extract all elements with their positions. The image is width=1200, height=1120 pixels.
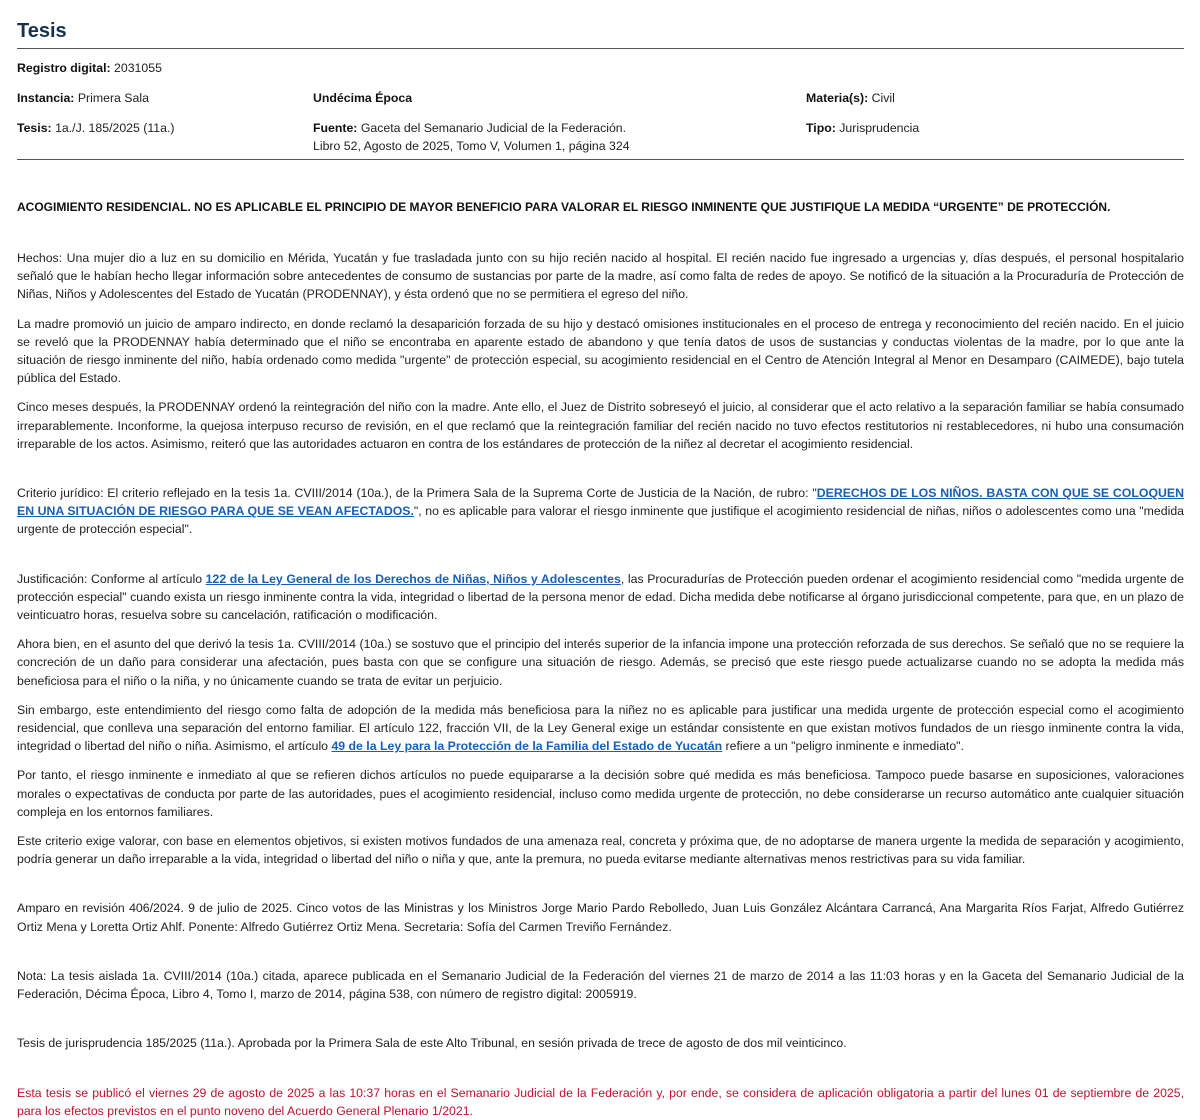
justificacion-paragraph-1 <box>17 570 1184 625</box>
tesis-rubro: ACOGIMIENTO RESIDENCIAL. NO ES APLICABLE EL PRINCIPIO DE MAYOR BENEFICIO PARA VALORAR EL RIESGO INMINENTE QUE JUSTIFIQUE LA MEDIDA “URGENTE” DE PROTECCIÓN. <box>17 200 1111 214</box>
epoca-field <box>313 89 806 107</box>
justificacion-p3-after: refiere a un "peligro inminente e inmediato". <box>722 739 964 754</box>
instancia-value: Primera Sala <box>77 91 149 105</box>
nota-paragraph: Nota: La tesis aislada 1a. CVIII/2014 (10a.) citada, aparece publicada en el Semanario Judicial de la Federación del viernes 21 de marzo de 2014 a las 11:03 horas y en la Gaceta del Semanario Judicial de la Federación, Décima Época, Libro 4, Tomo I, marzo de 2014, página 538, con número de registro digital: 2005919. <box>17 968 1184 1002</box>
criterio-text-after: ", no es aplicable para valorar el riesgo inminente que justifique el acogimiento residencial de niñas, niños o adolescentes como una "medida urgente de protección especial". <box>17 504 1185 537</box>
justificacion-paragraph-2: Ahora bien, en el asunto del que derivó la tesis 1a. CVIII/2014 (10a.) se sostuvo que el principio del interés superior de la infancia impone una protección reforzada de sus derechos. Se señaló que no se requiere la concreción de un daño para considerar una afectación, pues basta con que se configure una situación de riesgo. Además, se precisó que este riesgo puede actualizarse cuando no se adopta la medida más beneficiosa para el niño o la niña, y no únicamente cuando se trata de evitar un perjuicio. <box>17 637 1184 688</box>
materia-value: Civil <box>871 91 895 105</box>
registro-value: 2031055 <box>114 61 162 75</box>
justificacion-paragraph-4: Por tanto, el riesgo inminente e inmediato al que se refieren dichos artículos no puede equipararse a la decisión sobre qué medida es más beneficiosa. Tampoco puede basarse en suposiciones, valoraciones morales o expectativas de conducta por parte de las autoridades, pues el acogimiento residencial, incluso como medida urgente de protección, no debe considerarse un recurso automático ante cualquier situación compleja en los entornos familiares. <box>17 768 1184 819</box>
tipo-value: Jurisprudencia <box>839 121 920 135</box>
epoca-value: Undécima Época <box>313 91 413 105</box>
justificacion-paragraph-3 <box>17 701 1184 756</box>
registro-label: Registro digital: <box>17 61 111 75</box>
justificacion-text-after: , las Procuradurías de Protección pueden ordenar el acogimiento residencial como "medida urgente de protección especial" cuando exista un riesgo inminente contra la vida, integridad o libertad de la persona menor de edad. Dicha medida debe notificarse al órgano jurisdiccional competente, para que, en un plazo de veinticuatro horas, resuelva sobre su cancelación, ratificación o modificación. <box>17 571 1184 623</box>
instancia-field <box>17 89 313 107</box>
meta-divider <box>17 159 1184 160</box>
materia-label: Materia(s): <box>806 91 869 105</box>
tesis-value: 1a./J. 185/2025 (11a.) <box>55 121 175 135</box>
registro-digital <box>17 59 1184 77</box>
fuente-value-line2: Libro 52, Agosto de 2025, Tomo V, Volumen 1, página 324 <box>313 139 630 153</box>
precedente-paragraph: Amparo en revisión 406/2024. 9 de julio de 2025. Cinco votos de las Ministras y los Ministros Jorge Mario Pardo Rebolledo, Juan Luis González Alcántara Carrancá, Ana Margarita Ríos Farjat, Alfredo Gutiérrez Ortiz Mena y Loretta Ortiz Ahlf. Ponente: Alfredo Gutiérrez Ortiz Mena. Secretaria: Sofía del Carmen Treviño Fernández. <box>17 901 1184 934</box>
publicacion-notice: Esta tesis se publicó el viernes 29 de agosto de 2025 a las 10:37 horas en el Semanario Judicial de la Federación y, por ende, se considera de aplicación obligatoria a partir del lunes 01 de septiembre de 2025, para los efectos previstos en el punto noveno del Acuerdo General Plenario 1/2021. <box>17 1085 1184 1118</box>
tipo-field <box>806 119 1184 155</box>
aprobacion-paragraph: Tesis de jurisprudencia 185/2025 (11a.). Aprobada por la Primera Sala de este Alto Tribunal, en sesión privada de trece de agosto de dos mil veinticinco. <box>17 1036 847 1051</box>
ley-yucatan-article-link[interactable]: 49 de la Ley para la Protección de la Familia del Estado de Yucatán <box>331 739 723 754</box>
criterio-juridico <box>17 484 1184 539</box>
criterio-rubro-link[interactable]: DERECHOS DE LOS NIÑOS. BASTA CON QUE SE COLOQUEN EN UNA SITUACIÓN DE RIESGO PARA QUE SE VEAN AFECTADOS. <box>17 486 1184 519</box>
meta-grid <box>17 89 1184 155</box>
fuente-value-line1: Gaceta del Semanario Judicial de la Federación. <box>360 121 627 135</box>
ley-general-article-link[interactable]: 122 de la Ley General de los Derechos de Niñas, Niños y Adolescentes <box>205 571 621 586</box>
header-divider <box>17 48 1184 49</box>
justificacion-paragraph-5: Este criterio exige valorar, con base en elementos objetivos, si existen motivos fundados de una amenaza real, concreta y próxima que, de no adoptarse de manera urgente la medida de separación y acogimiento, podría generar un daño irreparable a la vida, integridad o libertad del niño o niña y que, ante la premura, no pueda evitarse mediante alternativas menos restrictivas para su vida familiar. <box>17 834 1184 867</box>
materia-field <box>806 89 1184 107</box>
instancia-label: Instancia: <box>17 91 75 105</box>
fuente-label: Fuente: <box>313 121 358 135</box>
page-title: Tesis <box>17 20 67 42</box>
hechos-paragraph-2: La madre promovió un juicio de amparo indirecto, en donde reclamó la desaparición forzada de su hijo y destacó omisiones institucionales en el proceso de entrega y reconocimiento del recién nacido. En el juicio se reveló que la PRODENNAY había determinado que el niño se encontraba en aparente estado de abandono y que tenía datos de usos de sustancias y conductas violentas de la madre, por lo que ante la situación de riesgo inminente del niño, había ordenado como medida "urgente" de protección especial, su acogimiento residencial en el Centro de Atención Integral al Menor en Desamparo (CAIMEDE), bajo tutela pública del Estado. <box>17 316 1184 386</box>
tesis-field <box>17 119 313 155</box>
tipo-label: Tipo: <box>806 121 836 135</box>
tesis-label: Tesis: <box>17 121 52 135</box>
hechos-paragraph-1: Hechos: Una mujer dio a luz en su domicilio en Mérida, Yucatán y fue trasladada junto con su hijo recién nacido al hospital. El recién nacido fue ingresado a urgencias y, días después, el personal hospitalario señaló que le habían hecho llegar información sobre antecedentes de consumo de sustancias por parte de la madre, así como falta de redes de apoyo. Se notificó de la situación a la Procuraduría de Protección de Niñas, Niños y Adolescentes del Estado de Yucatán (PRODENNAY), y ésta ordenó que no se permitiera el egreso del niño. <box>17 251 1184 302</box>
justificacion-p3-before: Sin embargo, este entendimiento del riesgo como falta de adopción de la medida más beneficiosa para la niñez no es aplicable para justificar una medida urgente de protección especial como el acogimiento residencial, que conlleva una separación del entorno familiar. El artículo 122, fracción VII, de la Ley General exige un estándar consistente en que existan motivos fundados de un riesgo inminente contra la vida, integridad o libertad del niño o niña. Asimismo, el artículo <box>17 702 1184 754</box>
justificacion-text-before: Justificación: Conforme al artículo <box>17 571 206 586</box>
fuente-field <box>313 119 806 155</box>
criterio-text-before: Criterio jurídico: El criterio reflejado en la tesis 1a. CVIII/2014 (10a.), de la Primera Sala de la Suprema Corte de Justicia de la Nación, de rubro: " <box>17 486 817 501</box>
hechos-paragraph-3: Cinco meses después, la PRODENNAY ordenó la reintegración del niño con la madre. Ante ello, el Juez de Distrito sobreseyó el juicio, al considerar que el acto relativo a la separación familiar se había consumado irreparablemente. Inconforme, la quejosa interpuso recurso de revisión, en el que reclamó que la reintegración familiar del recién nacido no tuvo efectos restitutorios ni restablecedores, ni hubo una consumación irreparable de los actos. Asimismo, reiteró que las autoridades actuaron en contra de los estándares de protección de la niñez al decretar el acogimiento residencial. <box>17 400 1184 451</box>
